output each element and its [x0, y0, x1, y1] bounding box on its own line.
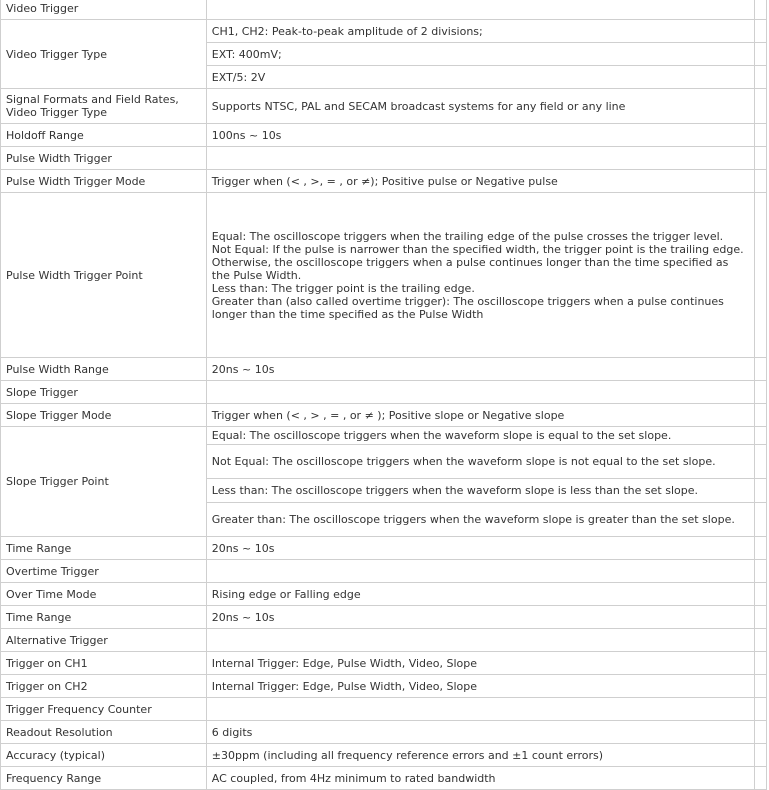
trigger-point-greater-than: Greater than (also called overtime trigger): The oscilloscope triggers when a pulse continues longer than the time specified as the Pulse Width [211, 294, 724, 321]
row-value [206, 629, 754, 652]
row-label: Trigger on CH1 [1, 652, 207, 675]
table-row [1, 124, 767, 147]
table-gutter [754, 503, 766, 537]
row-value: EXT/5: 2V [206, 66, 754, 89]
row-label: Video Trigger [1, 0, 207, 20]
row-label: Time Range [1, 537, 207, 560]
row-label: Over Time Mode [1, 583, 207, 606]
row-value [206, 381, 754, 404]
table-row [1, 629, 767, 652]
table-gutter [754, 427, 766, 445]
row-label: Slope Trigger [1, 381, 207, 404]
table-row [1, 767, 767, 790]
row-label: Overtime Trigger [1, 560, 207, 583]
row-value [206, 560, 754, 583]
row-value: Equal: The oscilloscope triggers when the waveform slope is equal to the set slope. [206, 427, 754, 445]
table-gutter [754, 193, 766, 358]
row-label: Trigger Frequency Counter [1, 698, 207, 721]
table-gutter [754, 721, 766, 744]
table-row [1, 560, 767, 583]
table-row [1, 358, 767, 381]
row-label: Pulse Width Trigger Mode [1, 170, 207, 193]
table-row [1, 744, 767, 767]
table-gutter [754, 675, 766, 698]
table-gutter [754, 744, 766, 767]
row-value: 20ns ~ 10s [206, 537, 754, 560]
trigger-point-not-equal: Not Equal: If the pulse is narrower than the specified width, the trigger point is the trailing edge. Otherwise, the oscilloscope triggers when a pulse continues longer than the time specified as the Pulse Width. [211, 242, 744, 282]
table-row [1, 537, 767, 560]
table-gutter [754, 381, 766, 404]
row-label: Accuracy (typical) [1, 744, 207, 767]
row-value: EXT: 400mV; [206, 43, 754, 66]
row-label: Frequency Range [1, 767, 207, 790]
table-row [1, 427, 767, 445]
row-value: Not Equal: The oscilloscope triggers when the waveform slope is not equal to the set slope. [206, 445, 754, 479]
table-row [1, 170, 767, 193]
table-gutter [754, 698, 766, 721]
row-value: Internal Trigger: Edge, Pulse Width, Video, Slope [206, 652, 754, 675]
table-gutter [754, 583, 766, 606]
row-label: Pulse Width Trigger Point [1, 193, 207, 358]
table-gutter [754, 479, 766, 503]
table-gutter [754, 445, 766, 479]
row-label: Slope Trigger Point [1, 427, 207, 537]
row-label: Pulse Width Trigger [1, 147, 207, 170]
table-gutter [754, 89, 766, 124]
row-label: Holdoff Range [1, 124, 207, 147]
table-gutter [754, 629, 766, 652]
row-value-multiline [206, 193, 754, 358]
trigger-point-equal: Equal: The oscilloscope triggers when the trailing edge of the pulse crosses the trigger level. [211, 229, 724, 243]
table-gutter [754, 43, 766, 66]
table-row [1, 652, 767, 675]
table-gutter [754, 20, 766, 43]
row-label: Slope Trigger Mode [1, 404, 207, 427]
row-label: Time Range [1, 606, 207, 629]
table-row [1, 698, 767, 721]
row-value: Less than: The oscilloscope triggers when the waveform slope is less than the set slope. [206, 479, 754, 503]
table-row [1, 606, 767, 629]
row-label: Alternative Trigger [1, 629, 207, 652]
row-label: Pulse Width Range [1, 358, 207, 381]
row-value: Supports NTSC, PAL and SECAM broadcast systems for any field or any line [206, 89, 754, 124]
table-row [1, 193, 767, 358]
table-gutter [754, 170, 766, 193]
row-value: Internal Trigger: Edge, Pulse Width, Video, Slope [206, 675, 754, 698]
row-value: Trigger when (< , >, = , or ≠); Positive pulse or Negative pulse [206, 170, 754, 193]
row-value: Trigger when (< , > , = , or ≠ ); Positive slope or Negative slope [206, 404, 754, 427]
row-label: Video Trigger Type [1, 20, 207, 89]
row-value [206, 698, 754, 721]
trigger-point-less-than: Less than: The trigger point is the trailing edge. [211, 281, 475, 295]
row-label: Readout Resolution [1, 721, 207, 744]
table-gutter [754, 652, 766, 675]
row-value: ±30ppm (including all frequency reference errors and ±1 count errors) [206, 744, 754, 767]
table-gutter [754, 358, 766, 381]
table-gutter [754, 560, 766, 583]
table-row [1, 0, 767, 20]
table-gutter [754, 767, 766, 790]
row-value: AC coupled, from 4Hz minimum to rated bandwidth [206, 767, 754, 790]
table-row [1, 20, 767, 43]
table-row [1, 89, 767, 124]
row-value: Rising edge or Falling edge [206, 583, 754, 606]
table-gutter [754, 606, 766, 629]
table-gutter [754, 537, 766, 560]
row-label: Trigger on CH2 [1, 675, 207, 698]
table-gutter [754, 66, 766, 89]
row-value: 20ns ~ 10s [206, 358, 754, 381]
row-label: Signal Formats and Field Rates, Video Trigger Type [1, 89, 207, 124]
table-row [1, 721, 767, 744]
row-value [206, 0, 754, 20]
row-value: 6 digits [206, 721, 754, 744]
table-row [1, 404, 767, 427]
table-gutter [754, 147, 766, 170]
table-row [1, 583, 767, 606]
table-gutter [754, 0, 766, 20]
table-gutter [754, 404, 766, 427]
row-value: Greater than: The oscilloscope triggers when the waveform slope is greater than the set slope. [206, 503, 754, 537]
row-value [206, 147, 754, 170]
row-value: CH1, CH2: Peak-to-peak amplitude of 2 divisions; [206, 20, 754, 43]
table-row [1, 147, 767, 170]
table-gutter [754, 124, 766, 147]
row-value: 20ns ~ 10s [206, 606, 754, 629]
row-value: 100ns ~ 10s [206, 124, 754, 147]
table-row [1, 381, 767, 404]
table-row [1, 675, 767, 698]
